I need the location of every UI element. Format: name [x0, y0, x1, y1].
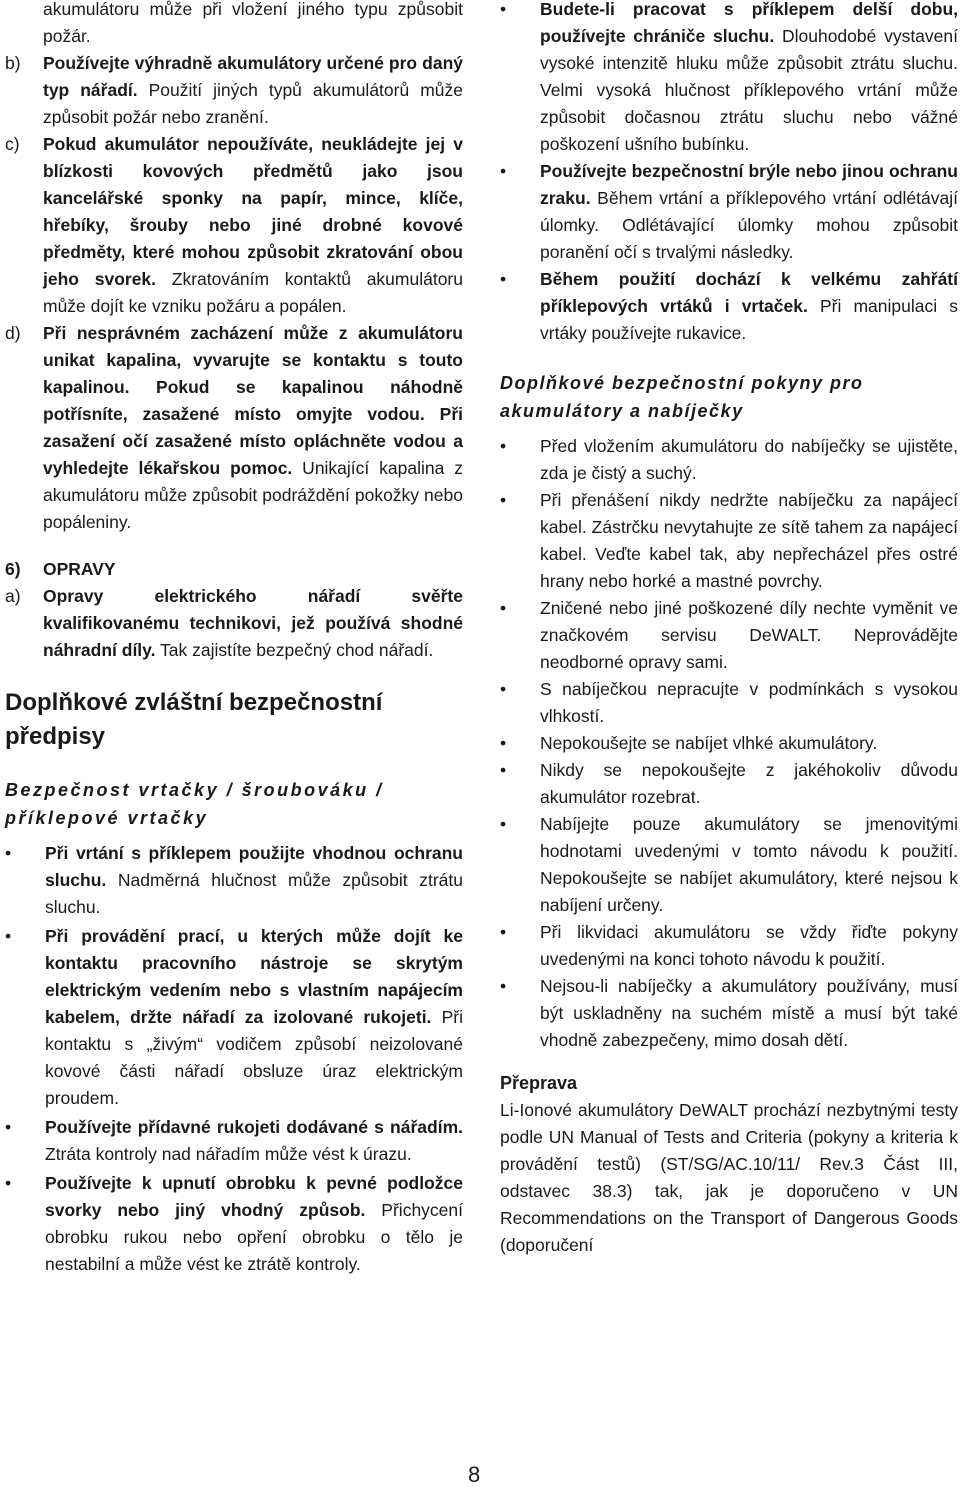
item-d-bold: Při nesprávném zacházení může z akumulátoru unikat kapalina, vyvarujte se kontaktu s touto kapalinou. Pokud se kapalinou náhodně potřísníte, zasažené místo omyjte vodou. Při zasažení očí zasažené místo opláchněte vodou a vyhledejte lékařskou pomoc. — [43, 323, 463, 478]
transport-text: Li-Ionové akumulátory DeWALT prochází nezbytnými testy podle UN Manual of Tests and Criteria (pokyny a kriteria k provádění testů) (ST/SG/AC.10/11/ Rev.3 Část III, odstavec 38.3) tak, jak je doporučeno v UN Recommendations on the Transport of Dangerous Goods (doporučení — [500, 1100, 958, 1255]
item-c-label: c) — [5, 134, 20, 154]
bullet-symbol: • — [5, 926, 12, 946]
item-b — [5, 50, 463, 131]
item-a-label: a) — [5, 586, 21, 606]
bullet-symbol: • — [500, 733, 507, 753]
bullet-symbol: • — [5, 843, 12, 863]
item-d-text: Unikající kapalina z akumulátoru může způsobit podráždění pokožky nebo popáleniny. — [43, 458, 463, 532]
section-6-label: 6) — [5, 559, 21, 579]
bullet-symbol: • — [500, 760, 507, 780]
bullet-text: Dlouhodobé vystavení vysoké intenzitě hluku může způsobit ztrátu sluchu. Velmi vysoká hlučnost příklepového vrtání může způsobit dočasnou ztrátu sluchu nebo vážné poškození ušního bubínku. — [540, 26, 958, 154]
list-item — [500, 676, 958, 730]
list-item — [500, 158, 958, 266]
bullet-symbol: • — [500, 269, 507, 289]
bullet-symbol: • — [5, 1117, 12, 1137]
bullet-text: S nabíječkou nepracujte v podmínkách s vysokou vlhkostí. — [540, 679, 958, 726]
list-item — [500, 811, 958, 919]
item-b-label: b) — [5, 53, 21, 73]
section-heading: Doplňkové zvláštní bezpečnostní předpisy — [5, 689, 383, 750]
item-c-bold: Pokud akumulátor nepoužíváte, neukládejte jej v blízkosti kovových předmětů jako jsou kancelářské sponky na papír, mince, klíče, hřebíky, šrouby nebo jiné drobné kovové předměty, které mohou způsobit zkratování obou jeho svorek. — [43, 134, 463, 289]
bullet-symbol: • — [500, 814, 507, 834]
bullet-symbol: • — [500, 598, 507, 618]
list-item — [500, 487, 958, 595]
page-number: 8 — [468, 1462, 481, 1487]
bullet-symbol: • — [500, 679, 507, 699]
list-item — [5, 840, 463, 921]
bullet-text: Při likvidaci akumulátoru se vždy řiďte pokyny uvedenými na konci tohoto návodu k použití. — [540, 922, 958, 969]
item-c-text: Zkratováním kontaktů akumulátoru může dojít ke vzniku požáru a popálen. — [43, 269, 463, 316]
bullet-bold: Používejte přídavné rukojeti dodávané s nářadím. — [45, 1117, 463, 1137]
bullet-symbol: • — [5, 1173, 12, 1193]
bullet-text: Nikdy se nepokoušejte z jakéhokoliv důvodu akumulátor rozebrat. — [540, 760, 958, 807]
drill-safety-subheading: Bezpečnost vrtačky / šroubováku / příklepové vrtačky — [5, 780, 384, 828]
bullet-text: Při kontaktu s „živým“ vodičem způsobí neizolované kovové části nářadí obsluze úraz elektrickým proudem. — [45, 1007, 464, 1108]
bullet-symbol: • — [500, 161, 507, 181]
bullet-symbol: • — [500, 436, 507, 456]
list-item — [5, 1114, 463, 1168]
bullet-text: Při přenášení nikdy nedržte nabíječku za napájecí kabel. Zástrčku nevytahujte ze sítě tahem za napájecí kabel. Veďte kabel tak, aby nepřecházel přes ostré hrany nebo horké a mastné povrchy. — [540, 490, 958, 591]
battery-safety-list — [500, 433, 958, 1054]
bullet-text: Nadměrná hlučnost může způsobit ztrátu sluchu. — [45, 870, 463, 917]
drill-safety-list-continued — [500, 0, 958, 347]
item-b-text: Použití jiných typů akumulátorů může způsobit požár nebo zranění. — [43, 80, 463, 127]
bullet-text: Nabíjejte pouze akumulátory se jmenovitými hodnotami uvedenými v tomto návodu k použití. Nepokoušejte se nabíjet akumulátory, které nejsou k nabíjení určeny. — [540, 814, 958, 915]
bullet-text: Nepokoušejte se nabíjet vlhké akumulátory. — [540, 733, 878, 753]
list-item — [500, 595, 958, 676]
item-c — [5, 131, 463, 320]
list-item — [500, 0, 958, 158]
drill-safety-list — [5, 840, 463, 1278]
list-item — [500, 730, 958, 757]
bullet-text: Před vložením akumulátoru do nabíječky se ujistěte, zda je čistý a suchý. — [540, 436, 958, 483]
bullet-bold: Při vrtání s příklepem použijte vhodnou ochranu sluchu. — [45, 843, 463, 890]
bullet-bold: Při provádění prací, u kterých může dojít ke kontaktu pracovního nástroje se skrytým elektrickým vedením nebo s vlastním napájecím kabelem, držte nářadí za izolované rukojeti. — [45, 926, 463, 1027]
list-item — [500, 266, 958, 347]
list-item — [500, 757, 958, 811]
bullet-text: Během vrtání a příklepového vrtání odlétávají úlomky. Odlétávající úlomky mohou způsobit poranění očí s trvalými následky. — [540, 188, 958, 262]
bullet-symbol: • — [500, 490, 507, 510]
bullet-text: Při manipulaci s vrtáky používejte rukavice. — [540, 296, 958, 343]
item-b-bold: Používejte výhradně akumulátory určené pro daný typ nářadí. — [43, 53, 463, 100]
bullet-text: Přichycení obrobku rukou nebo opření obrobku o tělo je nestabilní a může vést ke ztrátě kontroly. — [45, 1200, 464, 1274]
list-item — [500, 433, 958, 487]
list-item — [5, 1170, 463, 1278]
bullet-bold: Používejte k upnutí obrobku k pevné podložce svorky nebo jiný vhodný způsob. — [45, 1173, 463, 1220]
bullet-symbol: • — [500, 0, 507, 19]
item-a-text: Tak zajistíte bezpečný chod nářadí. — [155, 640, 434, 660]
bullet-symbol: • — [500, 976, 507, 996]
item-a-bold: Opravy elektrického nářadí svěřte kvalifikovanému technikovi, jež používá shodné náhradní díly. — [43, 586, 463, 660]
item-a — [5, 583, 463, 664]
item-d-label: d) — [5, 323, 21, 343]
section-6-heading — [5, 556, 463, 583]
bullet-bold: Používejte bezpečnostní brýle nebo jinou ochranu zraku. — [540, 161, 958, 208]
item-b-continuation: akumulátoru může při vložení jiného typu způsobit požár. — [43, 0, 463, 46]
transport-heading: Přeprava — [500, 1073, 578, 1093]
list-item — [500, 973, 958, 1054]
item-d — [5, 320, 463, 536]
bullet-bold: Během použití dochází k velkému zahřátí příklepových vrtáků i vrtaček. — [540, 269, 958, 316]
battery-safety-subheading: Doplňkové bezpečnostní pokyny pro akumulátory a nabíječky — [500, 373, 864, 421]
bullet-symbol: • — [500, 922, 507, 942]
list-item — [5, 923, 463, 1112]
bullet-text: Nejsou-li nabíječky a akumulátory používány, musí být uskladněny na suchém místě a musí být také vhodně zabezpečeny, mimo dosah dětí. — [540, 976, 958, 1050]
bullet-text: Zničené nebo jiné poškozené díly nechte vyměnit ve značkovém servisu DeWALT. Neprovádějte neodborné opravy sami. — [540, 598, 958, 672]
bullet-text: Ztráta kontroly nad nářadím může vést k úrazu. — [45, 1144, 412, 1164]
bullet-bold: Budete-li pracovat s příklepem delší dobu, používejte chrániče sluchu. — [540, 0, 958, 46]
section-6-title: OPRAVY — [43, 559, 116, 579]
list-item — [500, 919, 958, 973]
